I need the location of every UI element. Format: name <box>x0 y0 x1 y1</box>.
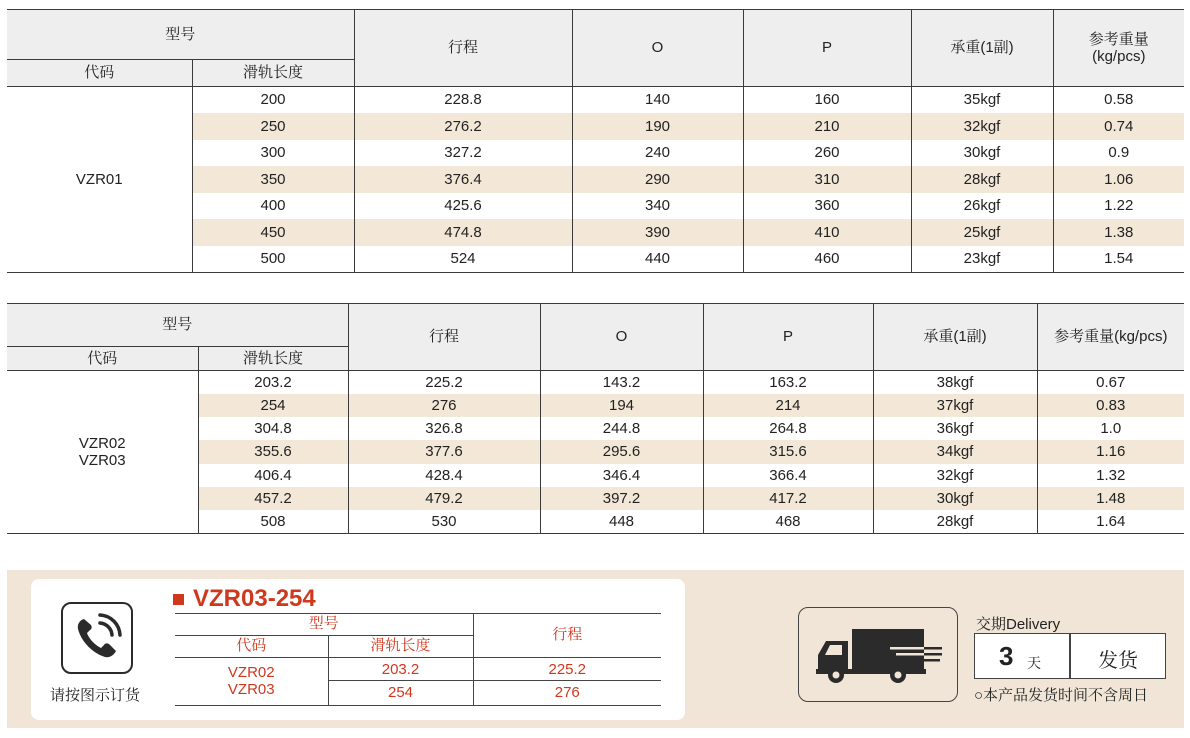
example-part-number: VZR03-254 <box>193 585 316 612</box>
weight-value: 1.0 <box>1037 417 1184 440</box>
stroke: 377.6 <box>348 440 540 463</box>
ex-stroke-1: 225.2 <box>474 662 662 682</box>
spec-table-vzr01 <box>7 9 1184 273</box>
rail-length: 500 <box>192 246 354 273</box>
o-value: 448 <box>540 510 703 533</box>
rail-length: 304.8 <box>198 417 348 440</box>
stroke: 376.4 <box>354 166 572 193</box>
o-value: 244.8 <box>540 417 703 440</box>
ex-stroke <box>473 658 661 706</box>
table-row <box>7 371 1184 394</box>
header-weight: 参考重量(kg/pcs) <box>1037 304 1184 371</box>
p-value: 264.8 <box>703 417 873 440</box>
o-value: 390 <box>572 219 743 246</box>
header-code: 代码 <box>7 347 198 371</box>
weight-value: 0.58 <box>1053 87 1184 114</box>
o-value: 190 <box>572 113 743 140</box>
stroke: 428.4 <box>348 464 540 487</box>
delivery-note: ○本产品发货时间不含周日 <box>974 687 1149 704</box>
rail-length: 200 <box>192 87 354 114</box>
p-value: 417.2 <box>703 487 873 510</box>
weight-value: 1.22 <box>1053 193 1184 220</box>
phone-icon-box <box>61 602 133 674</box>
p-value: 468 <box>703 510 873 533</box>
rail-length: 350 <box>192 166 354 193</box>
table-row <box>7 87 1184 114</box>
header-weight <box>1053 10 1184 87</box>
ex-header-code: 代码 <box>175 636 328 658</box>
load-value: 23kgf <box>911 246 1053 273</box>
stroke: 276 <box>348 394 540 417</box>
weight-value: 1.16 <box>1037 440 1184 463</box>
ex-code-line1: VZR02 <box>227 664 275 681</box>
header-stroke: 行程 <box>348 304 540 371</box>
o-value: 440 <box>572 246 743 273</box>
o-value: 194 <box>540 394 703 417</box>
p-value: 214 <box>703 394 873 417</box>
load-value: 26kgf <box>911 193 1053 220</box>
p-value: 260 <box>743 140 911 167</box>
model-code-line2: VZR03 <box>78 452 126 470</box>
rail-length: 400 <box>192 193 354 220</box>
delivery-title: 交期Delivery <box>976 616 1061 633</box>
ex-rail-length-1: 203.2 <box>329 662 473 682</box>
rail-length: 406.4 <box>198 464 348 487</box>
o-value: 295.6 <box>540 440 703 463</box>
load-value: 30kgf <box>873 487 1037 510</box>
stroke: 479.2 <box>348 487 540 510</box>
ex-code <box>175 658 328 706</box>
p-value: 163.2 <box>703 371 873 394</box>
rail-length: 355.6 <box>198 440 348 463</box>
model-code <box>7 87 192 273</box>
order-label: 请按图示订货 <box>49 687 140 704</box>
rail-length: 203.2 <box>198 371 348 394</box>
header-stroke: 行程 <box>354 10 572 87</box>
ex-code-line2: VZR03 <box>227 680 275 698</box>
p-value: 310 <box>743 166 911 193</box>
weight-value: 0.83 <box>1037 394 1184 417</box>
ex-header-rail-length: 滑轨长度 <box>328 636 473 658</box>
weight-value: 1.54 <box>1053 246 1184 273</box>
rail-length: 457.2 <box>198 487 348 510</box>
ex-rail-length-2: 254 <box>387 684 414 701</box>
header-load: 承重(1副) <box>873 304 1037 371</box>
header-model: 型号 <box>7 304 348 347</box>
p-value: 360 <box>743 193 911 220</box>
delivery-ship: 发货 <box>1098 650 1138 672</box>
load-value: 30kgf <box>911 140 1053 167</box>
stroke: 425.6 <box>354 193 572 220</box>
load-value: 38kgf <box>873 371 1037 394</box>
o-value: 143.2 <box>540 371 703 394</box>
load-value: 37kgf <box>873 394 1037 417</box>
stroke: 530 <box>348 510 540 533</box>
header-o: O <box>572 10 743 87</box>
delivery-unit: 天 <box>1027 655 1041 671</box>
stroke: 225.2 <box>348 371 540 394</box>
load-value: 36kgf <box>873 417 1037 440</box>
truck-icon <box>812 625 944 685</box>
load-value: 25kgf <box>911 219 1053 246</box>
order-example-card <box>31 579 685 720</box>
p-value: 160 <box>743 87 911 114</box>
weight-value: 1.64 <box>1037 510 1184 533</box>
load-value: 28kgf <box>873 510 1037 533</box>
header-rail-length: 滑轨长度 <box>192 60 354 87</box>
load-value: 35kgf <box>911 87 1053 114</box>
weight-value: 1.32 <box>1037 464 1184 487</box>
delivery-days: 3 <box>999 641 1014 671</box>
p-value: 460 <box>743 246 911 273</box>
stroke: 276.2 <box>354 113 572 140</box>
header-rail-length: 滑轨长度 <box>198 347 348 371</box>
o-value: 340 <box>572 193 743 220</box>
weight-value: 0.67 <box>1037 371 1184 394</box>
p-value: 315.6 <box>703 440 873 463</box>
weight-value: 1.38 <box>1053 219 1184 246</box>
ex-stroke-2: 276 <box>554 684 580 701</box>
o-value: 397.2 <box>540 487 703 510</box>
weight-value: 1.48 <box>1037 487 1184 510</box>
rail-length: 300 <box>192 140 354 167</box>
stroke: 326.8 <box>348 417 540 440</box>
rail-length: 450 <box>192 219 354 246</box>
example-table <box>175 613 661 706</box>
delivery-icon-box <box>798 607 958 702</box>
rail-length: 508 <box>198 510 348 533</box>
header-weight-line2: (kg/pcs) <box>1092 48 1146 65</box>
phone-icon <box>70 611 124 665</box>
load-value: 34kgf <box>873 440 1037 463</box>
ex-rail-length <box>328 658 473 706</box>
header-o: O <box>540 304 703 371</box>
header-load: 承重(1副) <box>911 10 1053 87</box>
spec-table-vzr02-vzr03 <box>7 303 1184 534</box>
p-value: 210 <box>743 113 911 140</box>
o-value: 140 <box>572 87 743 114</box>
header-p: P <box>743 10 911 87</box>
rail-length: 250 <box>192 113 354 140</box>
model-code <box>7 371 198 534</box>
header-p: P <box>703 304 873 371</box>
load-value: 32kgf <box>873 464 1037 487</box>
o-value: 346.4 <box>540 464 703 487</box>
ex-header-model: 型号 <box>175 614 473 636</box>
title-bullet-icon <box>173 594 184 605</box>
p-value: 366.4 <box>703 464 873 487</box>
load-value: 32kgf <box>911 113 1053 140</box>
example-title <box>173 585 316 613</box>
delivery-box <box>974 633 1166 679</box>
o-value: 240 <box>572 140 743 167</box>
model-code-text: VZR01 <box>75 170 123 188</box>
stroke: 474.8 <box>354 219 572 246</box>
weight-value: 0.74 <box>1053 113 1184 140</box>
info-panel <box>7 570 1184 728</box>
rail-length: 254 <box>198 394 348 417</box>
header-weight-line1: 参考重量 <box>1088 30 1149 48</box>
header-model: 型号 <box>7 10 354 60</box>
p-value: 410 <box>743 219 911 246</box>
model-code-line1: VZR02 <box>78 434 126 452</box>
stroke: 327.2 <box>354 140 572 167</box>
ex-header-stroke: 行程 <box>473 614 661 658</box>
stroke: 228.8 <box>354 87 572 114</box>
o-value: 290 <box>572 166 743 193</box>
weight-value: 1.06 <box>1053 166 1184 193</box>
weight-value: 0.9 <box>1053 140 1184 167</box>
load-value: 28kgf <box>911 166 1053 193</box>
stroke: 524 <box>354 246 572 273</box>
header-code: 代码 <box>7 60 192 87</box>
